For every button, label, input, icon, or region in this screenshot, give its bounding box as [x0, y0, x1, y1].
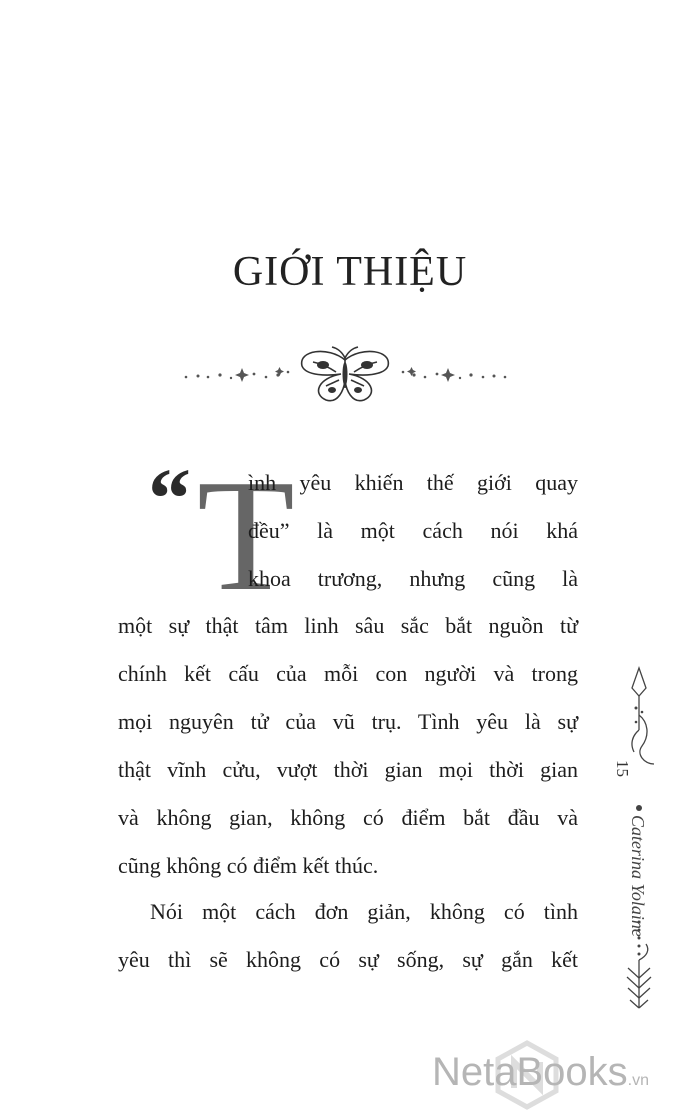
paragraph1-line: ình yêu khiến thế giới quay	[248, 470, 578, 495]
drop-cap: T	[197, 446, 295, 624]
chapter-title: GIỚI THIỆU	[232, 249, 468, 295]
page-number: 15	[613, 760, 632, 777]
paragraph1-line: một sự thật tâm linh sâu sắc bắt nguồn từ	[118, 613, 578, 638]
butterfly-ornament-icon	[178, 342, 513, 412]
paragraph1-line: cũng không có điểm kết thúc.	[118, 853, 379, 878]
paragraph2-line: Nói một cách đơn giản, không có tình	[150, 899, 578, 924]
author-name: Caterina Yolaine	[628, 815, 648, 937]
watermark-suffix: .vn	[627, 1072, 650, 1089]
paragraph1-line: đều” là một cách nói khá	[248, 518, 578, 543]
opening-quote-mark: “	[148, 450, 191, 546]
paragraph1-line: mọi nguyên tử của vũ trụ. Tình yêu là sự	[118, 709, 578, 734]
paragraph1-line: chính kết cấu của mỗi con người và trong	[118, 661, 578, 686]
paragraph1-line: và không gian, không có điểm bắt đầu và	[118, 805, 578, 830]
paragraph1-line: khoa trương, nhưng cũng là	[248, 566, 578, 591]
paragraph1-line: thật vĩnh cửu, vượt thời gian mọi thời gian	[118, 757, 578, 782]
watermark-text	[432, 1050, 649, 1095]
watermark-brand: NetaBooks	[432, 1050, 628, 1094]
paragraph2-line: yêu thì sẽ không có sự sống, sự gắn kết	[118, 947, 578, 972]
